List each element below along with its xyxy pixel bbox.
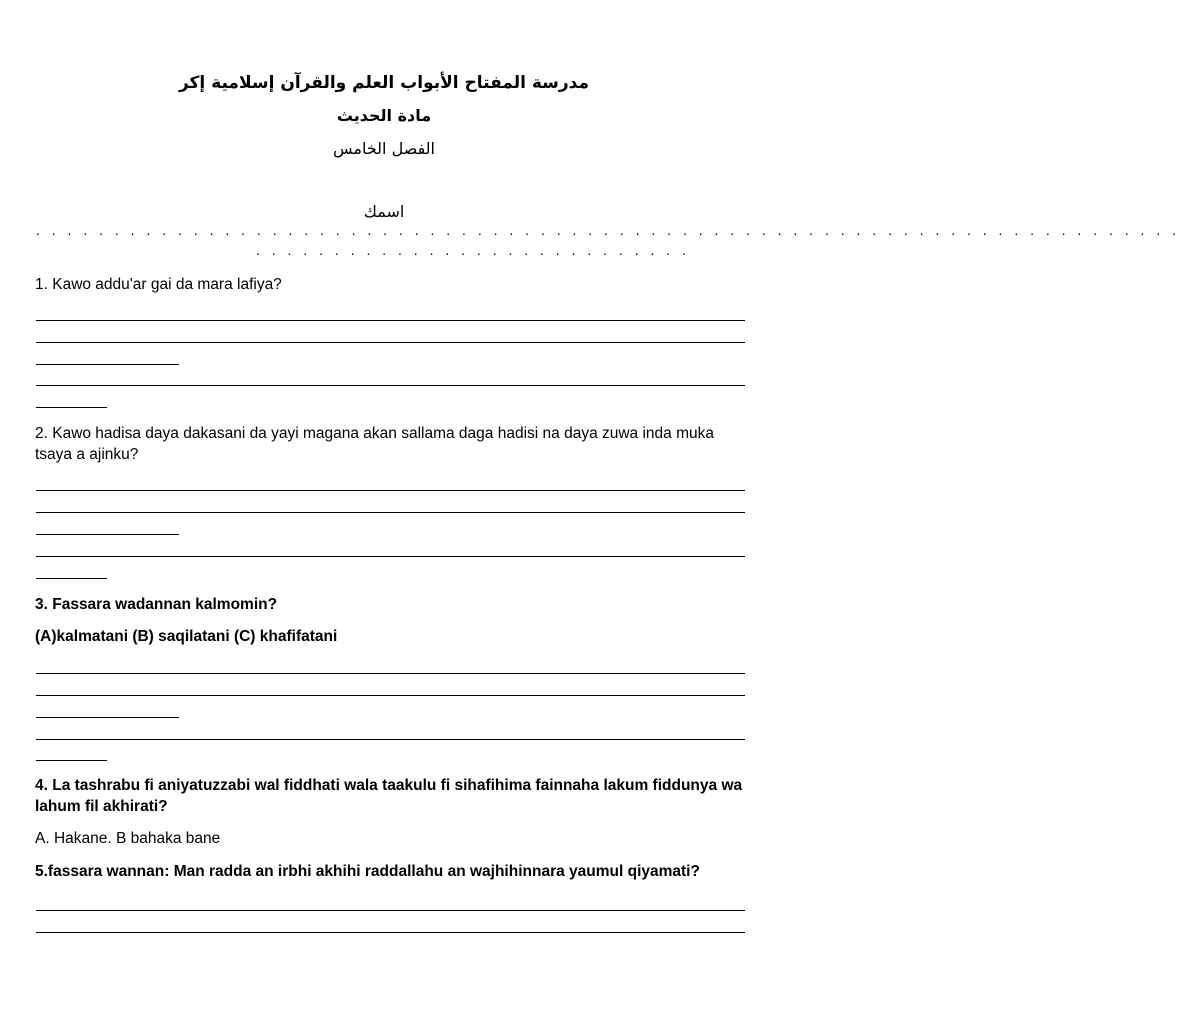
- answer-line: [36, 556, 745, 557]
- answer-line: [36, 673, 745, 674]
- name-label: اسمك: [363, 202, 405, 221]
- answer-line: [36, 760, 107, 761]
- answer-line: [36, 385, 745, 386]
- question-2: 2. Kawo hadisa daya dakasani da yayi magana akan sallama daga hadisi na daya zuwa inda muka tsaya a ajinku?: [35, 425, 714, 463]
- question-4-options: A. Hakane. B bahaka bane: [35, 830, 221, 847]
- answer-line: [36, 320, 745, 321]
- answer-line: [36, 512, 745, 513]
- class-level: الفصل الخامس: [333, 139, 435, 158]
- answer-line: [36, 490, 745, 491]
- question-5: 5.fassara wannan: Man radda an irbhi akhihi raddallahu an wajhihinnara yaumul qiyamati?: [35, 863, 700, 880]
- school-name: مدرسة المفتاح الأبواب العلم والقرآن إسلامية إكر: [178, 73, 590, 93]
- name-dotted-line: . . . . . . . . . . . . . . . . . . . . . . . . . . . .: [256, 242, 690, 258]
- answer-line: [36, 910, 745, 911]
- question-4: 4. La tashrabu fi aniyatuzzabi wal fiddhati wala taakulu fi sihafihima fainnaha lakum fiddunya wa lahum fil akhirati?: [35, 777, 743, 815]
- question-1: 1. Kawo addu'ar gai da mara lafiya?: [35, 276, 282, 293]
- answer-line: [36, 932, 745, 933]
- question-3: 3. Fassara wadannan kalmomin?: [35, 596, 278, 613]
- question-3-options: (A)kalmatani (B) saqilatani (C) khafifatani: [35, 628, 338, 645]
- answer-line: [36, 407, 107, 408]
- name-dotted-line: . . . . . . . . . . . . . . . . . . . . . . . . . . . . . . . . . . . . . . . . . . . . . . . . . . . . . . . . . . . . . . . . . . . . . . . . .: [36, 222, 1180, 238]
- answer-line: [36, 739, 745, 740]
- subject-title: مادة الحديث: [336, 106, 432, 125]
- answer-line: [36, 717, 179, 718]
- answer-line: [36, 578, 107, 579]
- answer-line: [36, 342, 745, 343]
- answer-line: [36, 534, 179, 535]
- answer-line: [36, 695, 745, 696]
- answer-line: [36, 364, 179, 365]
